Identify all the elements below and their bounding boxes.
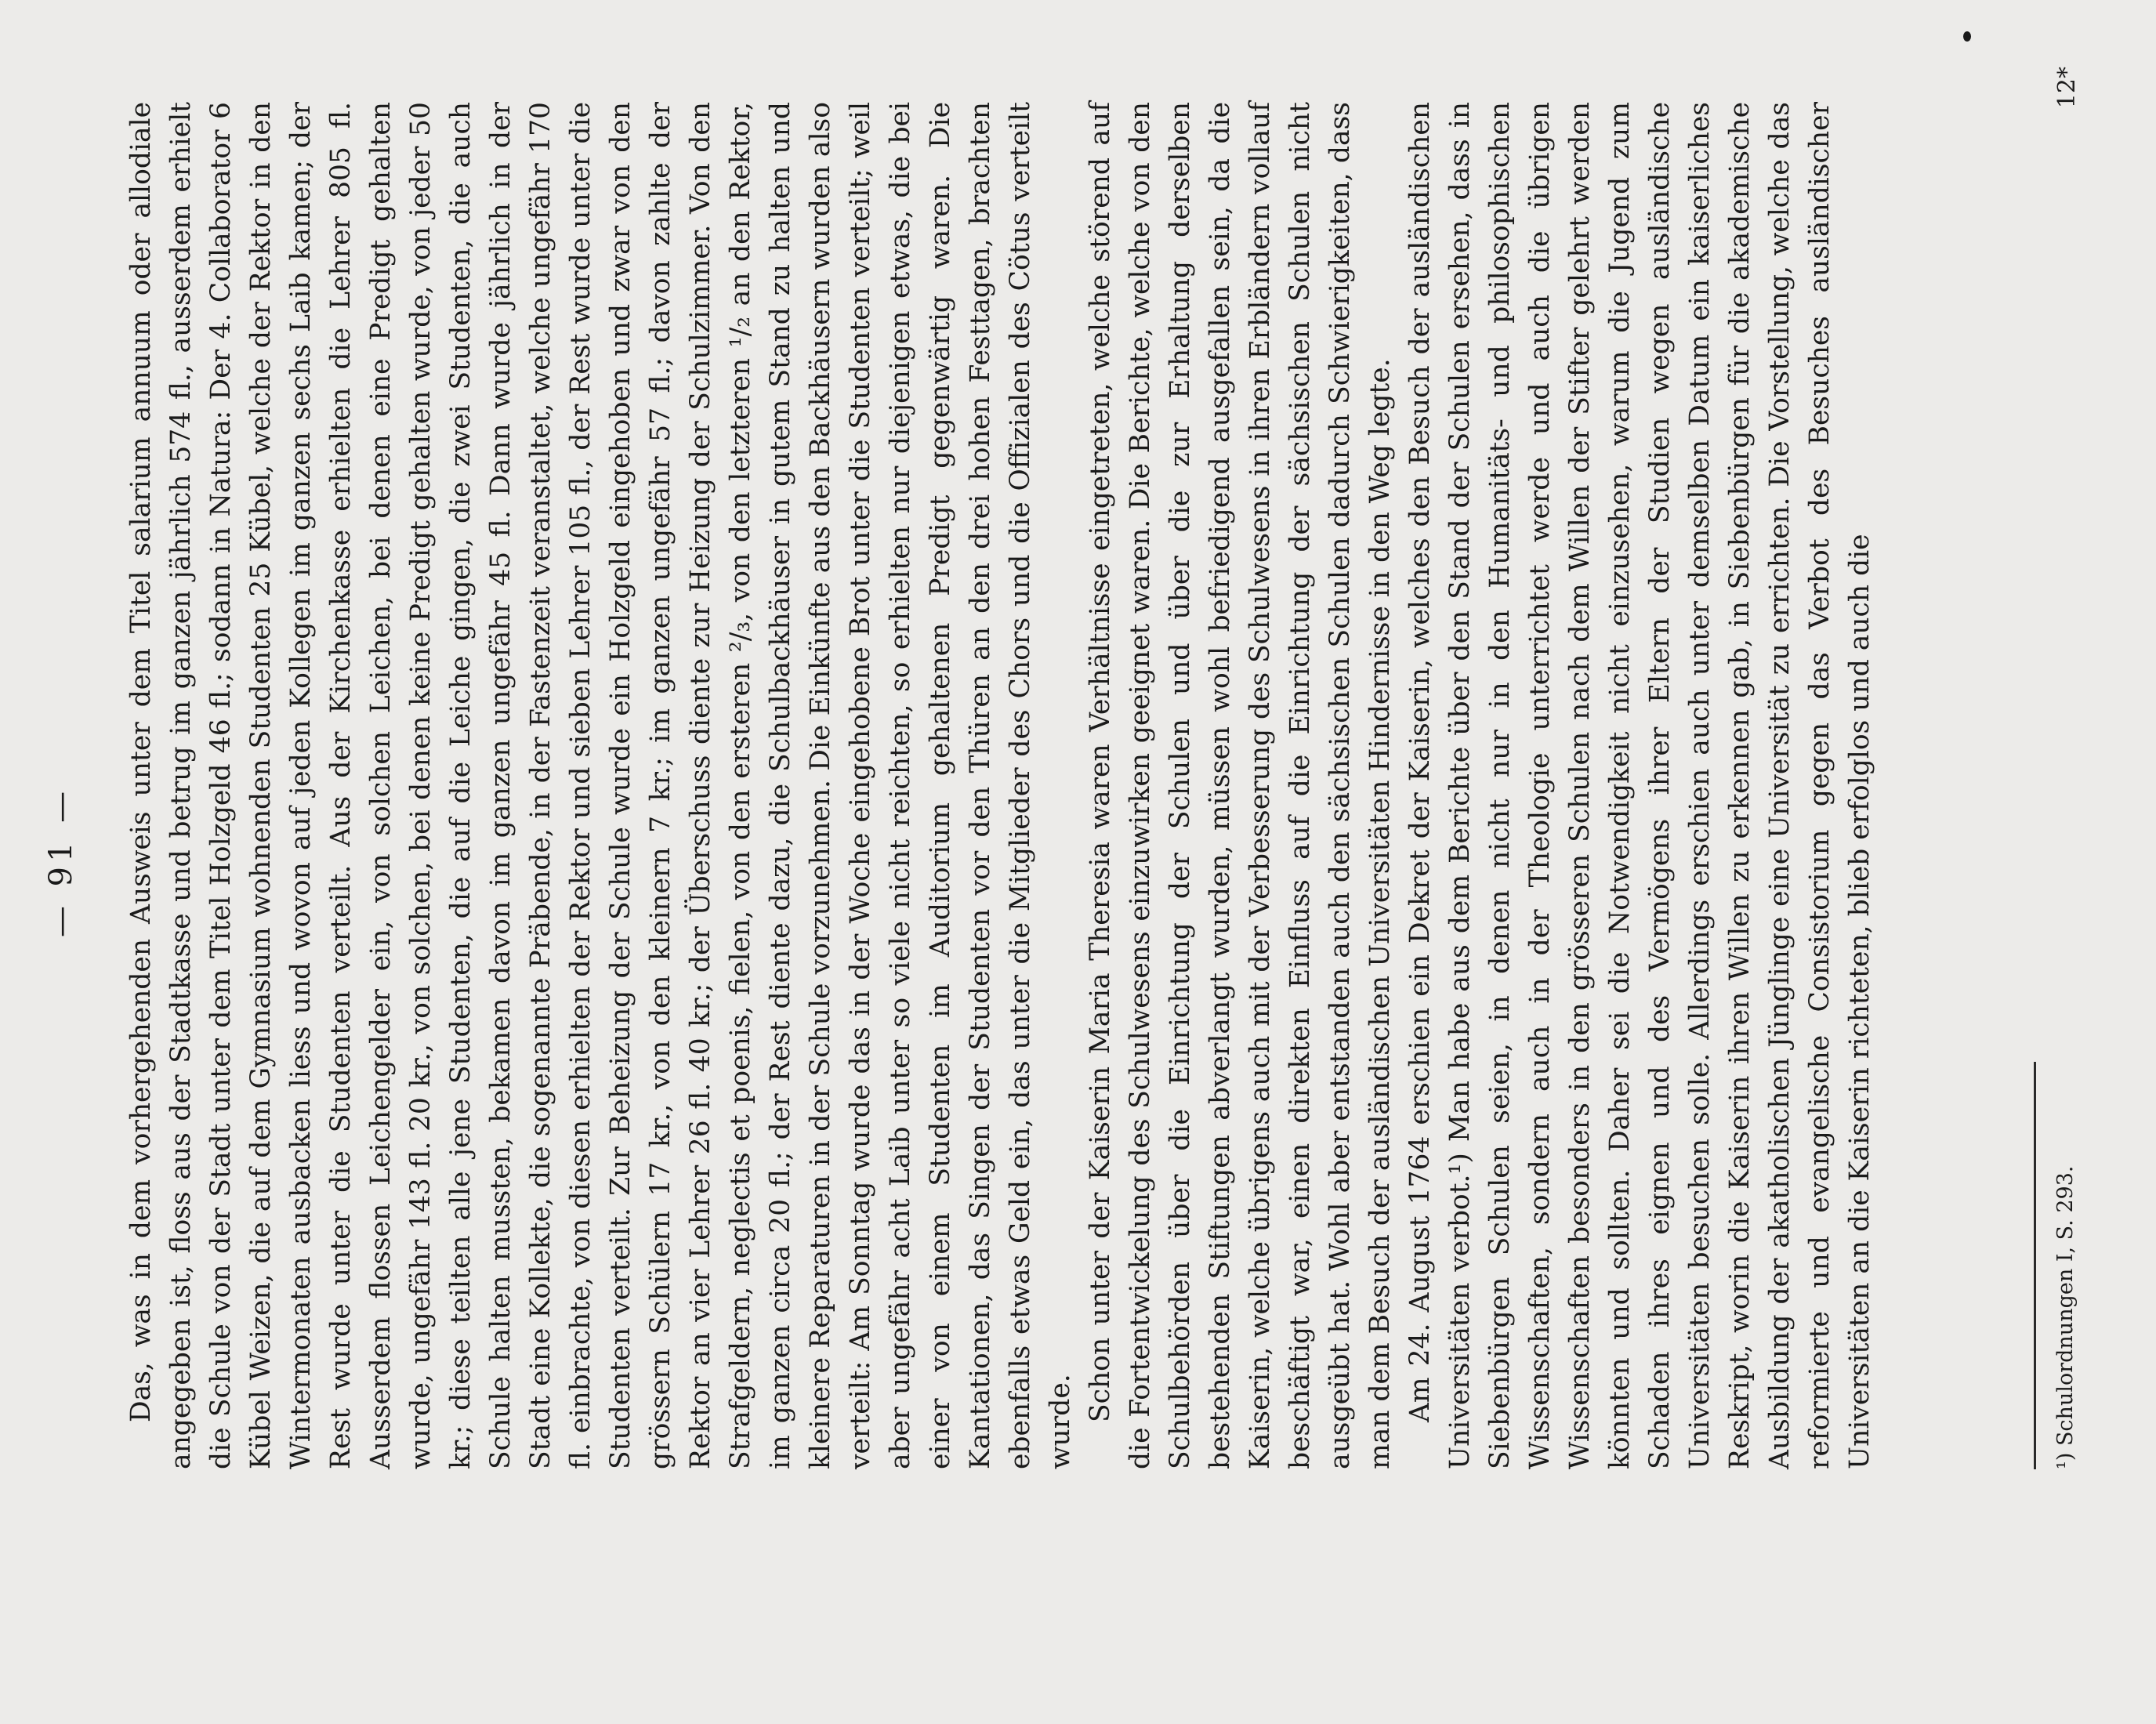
- footnote: ¹) Schulordnungen I, S. 293.: [2053, 1165, 2078, 1469]
- page-number: — 91 —: [43, 786, 79, 938]
- footnote-rule: [2034, 1062, 2036, 1469]
- paragraph-income-details: Das, was in dem vorhergehenden Ausweis unter dem Titel salarium annuum oder allodiale angegeben ist, floss aus der Stadtkasse und betrug im ganzen jährlich 574 fl., ausserdem erhielt die Schule von der Stadt unter dem Titel Holzgeld 46 fl.; sodann in Natura: Der 4. Collaborator 6 Kübel Weizen, die auf dem Gymnasium wohnenden Studenten 25 Kübel, welche der Rektor in den Wintermonaten ausbacken liess und wovon auf jeden Kollegen im ganzen sechs Laib kamen; der Rest wurde unter die Studenten verteilt. Aus der Kirchenkasse erhielten die Lehrer 805 fl. Ausserdem flossen Leichengelder ein, von solchen Leichen, bei denen eine Predigt gehalten wurde, ungefähr 143 fl. 20 kr., von solchen, bei denen keine Predigt gehalten wurde, von jeder 50 kr.; diese teilten alle jene Studenten, die auf die Leiche gingen, die zwei Studenten, die auch Schule halten mussten, bekamen davon im ganzen ungefähr 45 fl. Dann wurde jährlich in der Stadt eine Kollekte, die sogenannte Präbende, in der Fastenzeit veranstaltet, welche ungefähr 170 fl. einbrachte, von diesen erhielten der Rektor und sieben Lehrer 105 fl., der Rest wurde unter die Studenten verteilt. Zur Beheizung der Schule wurde ein Holzgeld eingehoben und zwar von den grössern Schülern 17 kr., von den kleinern 7 kr.; im ganzen ungefähr 57 fl.; davon zahlte der Rektor an vier Lehrer 26 fl. 40 kr.; der Überschuss diente zur Heizung der Schulzimmer. Von den Strafgeldern, neglectis et poenis, fielen, von den ersteren ²/₃, von den letzteren ¹/₂ an den Rektor, im ganzen circa 20 fl.; der Rest diente dazu, die Schulbackhäuser in gutem Stand zu halten und kleinere Reparaturen in der Schule vorzunehmen. Die Einkünfte aus den Backhäusern wurden also verteilt: Am Sonntag wurde das in der Woche eingehobene Brot unter die Studenten verteilt; weil aber ungefähr acht Laib unter so viele nicht reichten, so erhielten nur diejenigen etwas, die bei einer von einem Studenten im Auditorium gehaltenen Predigt gegenwärtig waren. Die Kantationen, das Singen der Studenten vor den Thüren an den drei hohen Festtagen, brachten ebenfalls etwas Geld ein, das unter die Mitglieder des Chors und die Offizialen des Cötus verteilt wurde.: [125, 102, 1076, 1469]
- ink-speck: [1963, 31, 1971, 42]
- paragraph-maria-theresia: Schon unter der Kaiserin Maria Theresia waren Verhältnisse eingetreten, welche störend auf die Fortentwickelung des Schulwesens einzuwirken geeignet waren. Die Berichte, welche von den Schulbehörden über die Einrichtung der Schulen und über die zur Erhaltung derselben bestehenden Stiftungen abverlangt wurden, müssen wohl befriedigend ausgefallen sein, da die Kaiserin, welche übrigens auch mit der Verbesserung des Schulwesens in ihren Erbländern vollauf beschäftigt war, einen direkten Einfluss auf die Einrichtung der sächsischen Schulen nicht ausgeübt hat. Wohl aber entstanden auch den sächsischen Schulen dadurch Schwierigkeiten, dass man dem Besuch der ausländischen Universitäten Hindernisse in den Weg legte.: [1085, 102, 1396, 1469]
- rotated-book-page: [27, 59, 2128, 1665]
- paragraph-decree-1764: Am 24. August 1764 erschien ein Dekret der Kaiserin, welches den Besuch der ausländischen Universitäten verbot.¹) Man habe aus dem Berichte über den Stand der Schulen ersehen, dass in Siebenbürgen Schulen seien, in denen nicht nur in den Humanitäts- und philosophischen Wissenschaften, sondern auch in der Theologie unterrichtet werde und auch die übrigen Wissenschaften besonders in den grösseren Schulen nach dem Willen der Stifter gelehrt werden könnten und sollten. Daher sei die Notwendigkeit nicht einzusehen, warum die Jugend zum Schaden ihres eignen und des Vermögens ihrer Eltern der Studien wegen ausländische Universitäten besuchen solle. Allerdings erschien auch unter demselben Datum ein kaiserliches Reskript, worin die Kaiserin ihren Willen zu erkennen gab, in Siebenbürgen für die akademische Ausbildung der akatholischen Jünglinge eine Universität zu errichten. Die Vorstellung, welche das reformierte und evangelische Consistorium gegen das Verbot des Besuches ausländischer Universitäten an die Kaiserin richteten, blieb erfolglos und auch die: [1404, 102, 1875, 1469]
- page-body: [121, 102, 1880, 1469]
- printer-signature-mark: 12*: [2053, 67, 2081, 109]
